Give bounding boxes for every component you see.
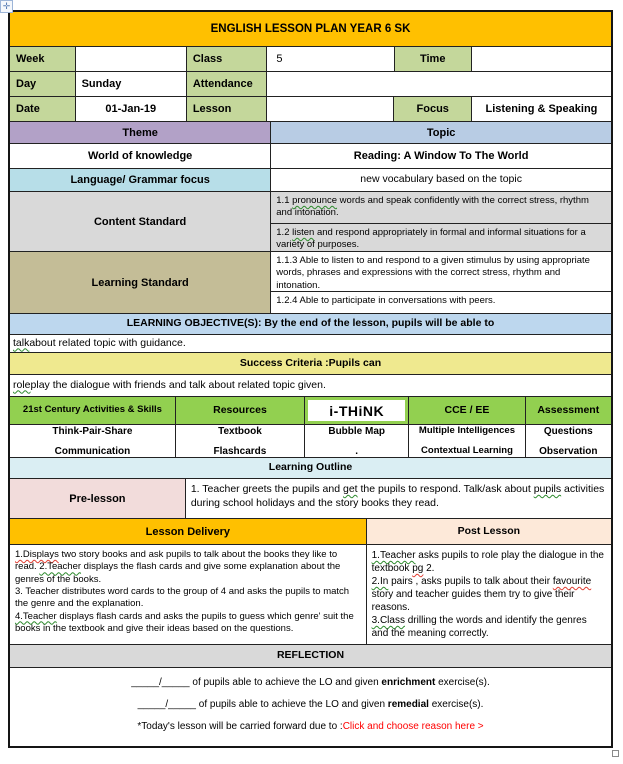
week-label: Week [10, 47, 76, 72]
skills-values-resources: Textbook Flashcards [176, 425, 305, 458]
object-anchor-icon[interactable]: ✛ [0, 0, 13, 13]
skills-header-cce-ee: CCE / EE [409, 397, 525, 425]
skills-header-21st-century: 21st Century Activities & Skills [10, 397, 176, 425]
skills-values-assessment: Questions Observation [526, 425, 611, 458]
success-criteria-header: Success Criteria :Pupils can [10, 353, 611, 375]
week-value[interactable] [76, 47, 187, 72]
topic-header: Topic [271, 122, 611, 144]
post-lesson-body: 1.Teacher asks pupils to role play the dialogue in the textbook pg 2. 2.In pairs , asks pupils to talk about their favourite story and teacher guides them try to give their reasons. 3.Class drilling the words and identify the genres and the meaning correctly. [367, 545, 611, 645]
skills-values-cce-ee: Multiple Intelligences Contextual Learning [409, 425, 525, 458]
theme-header: Theme [10, 122, 271, 144]
reflection-body [10, 668, 611, 746]
learning-outline-header: Learning Outline [10, 458, 611, 479]
reflection-enrichment-line: _____/_____ of pupils able to achieve the LO and given enrichment exercise(s). [131, 677, 490, 688]
attendance-value[interactable] [267, 72, 611, 97]
lesson-value[interactable] [267, 97, 394, 122]
reflection-remedial-line: _____/_____ of pupils able to achieve the LO and given remedial exercise(s). [137, 699, 484, 710]
language-focus-value: new vocabulary based on the topic [271, 169, 611, 192]
class-label: Class [187, 47, 267, 72]
attendance-label: Attendance [187, 72, 267, 97]
skills-values-ithink: Bubble Map . [305, 425, 409, 458]
class-value[interactable]: 5 [267, 47, 394, 72]
i-think-logo: i-THiNK [308, 400, 405, 421]
reflection-carry-forward-line: *Today's lesson will be carried forward due to :Click and choose reason here > [137, 721, 484, 732]
time-label: Time [395, 47, 472, 72]
learning-standard-item: 1.2.4 Able to participate in conversations with peers. [271, 292, 611, 314]
time-value[interactable] [472, 47, 611, 72]
date-value[interactable]: 01-Jan-19 [76, 97, 187, 122]
learning-standard-label: Learning Standard [10, 252, 271, 314]
lesson-plan-table [8, 10, 613, 748]
focus-label: Focus [394, 97, 471, 122]
date-label: Date [10, 97, 76, 122]
lesson-delivery-body: 1.Displays two story books and ask pupils to talk about the books they like to read. 2.Teacher displays the flash cards and give some explanation about the genres of the books. 3. Teacher distributes word cards to the group of 4 and asks the pupils to match the genre and the explanation. 4.Teacher displays flash cards and asks the pupils to guess which genre' suit the books in the textbook and give their ideas based on the questions. [10, 545, 367, 645]
skills-header-resources: Resources [176, 397, 305, 425]
topic-value: Reading: A Window To The World [271, 144, 611, 169]
post-lesson-header: Post Lesson [367, 519, 611, 545]
learning-standard-item: 1.1.3 Able to listen to and respond to a given stimulus by using appropriate words, phrases and expressions with the correct stress, rhythm and intonation. [271, 252, 611, 292]
object-resize-handle[interactable] [612, 750, 619, 757]
pre-lesson-label: Pre-lesson [10, 479, 186, 519]
day-label: Day [10, 72, 76, 97]
learning-objective-value: talk about related topic with guidance. [10, 335, 611, 353]
success-criteria-value: role play the dialogue with friends and talk about related topic given. [10, 375, 611, 397]
day-value[interactable]: Sunday [76, 72, 187, 97]
theme-value: World of knowledge [10, 144, 271, 169]
skills-header-assessment: Assessment [526, 397, 611, 425]
pre-lesson-value: 1. Teacher greets the pupils and get the pupils to respond. Talk/ask about pupils activities during school holidays and the story books they read. [186, 479, 611, 519]
page-title: ENGLISH LESSON PLAN YEAR 6 SK [10, 12, 611, 47]
learning-objective-header: LEARNING OBJECTIVE(S): By the end of the lesson, pupils will be able to [10, 314, 611, 335]
lesson-label: Lesson [187, 97, 267, 122]
content-standard-item: 1.1 pronounce words and speak confidently with the correct stress, rhythm and intonation. [271, 192, 611, 224]
skills-values-21st-century: Think-Pair-Share Communication [10, 425, 176, 458]
content-standard-label: Content Standard [10, 192, 271, 252]
click-reason-link[interactable]: Click and choose reason here > [342, 721, 484, 732]
content-standard-item: 1.2 listen and respond appropriately in formal and informal situations for a variety of purposes. [271, 224, 611, 252]
language-focus-label: Language/ Grammar focus [10, 169, 271, 192]
lesson-delivery-header: Lesson Delivery [10, 519, 367, 545]
skills-header-ithink [305, 397, 409, 425]
focus-value[interactable]: Listening & Speaking [472, 97, 611, 122]
reflection-header: REFLECTION [10, 645, 611, 668]
